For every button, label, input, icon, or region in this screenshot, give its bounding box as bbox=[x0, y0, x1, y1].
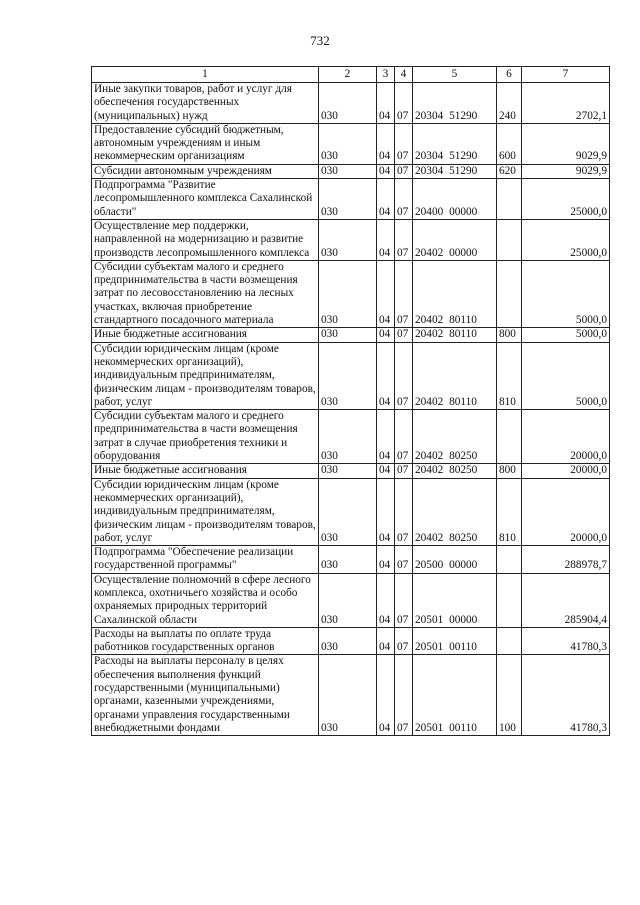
table-cell-section: 04 bbox=[377, 410, 395, 464]
table-cell-target: 20402 80110 bbox=[413, 342, 497, 409]
table-cell-name: Предоставление субсидий бюджетным, автономным учреждениям и иным некоммерческим организациям bbox=[92, 123, 319, 164]
table-header-cell: 3 bbox=[377, 67, 395, 83]
table-cell-admin: 030 bbox=[319, 627, 377, 655]
table-cell-target: 20402 80250 bbox=[413, 478, 497, 545]
table-cell-target: 20501 00110 bbox=[413, 627, 497, 655]
table-cell-admin: 030 bbox=[319, 164, 377, 178]
table-header-cell: 6 bbox=[497, 67, 522, 83]
table-cell-expense-type bbox=[497, 573, 522, 627]
table-cell-subsection: 07 bbox=[395, 342, 413, 409]
table-cell-target: 20304 51290 bbox=[413, 123, 497, 164]
table-cell-subsection: 07 bbox=[395, 410, 413, 464]
table-cell-target: 20402 80250 bbox=[413, 410, 497, 464]
table-row bbox=[92, 164, 610, 178]
table-cell-name: Субсидии субъектам малого и среднего предпринимательства в части возмещения затрат по лесовосстановлению на лесных участках, включая приобретение стандартного посадочного материала bbox=[92, 260, 319, 327]
table-cell-target: 20304 51290 bbox=[413, 164, 497, 178]
table-cell-target: 20501 00110 bbox=[413, 655, 497, 736]
table-cell-admin: 030 bbox=[319, 179, 377, 220]
table-cell-name: Иные закупки товаров, работ и услуг для обеспечения государственных (муниципальных) нужд bbox=[92, 83, 319, 124]
table-row bbox=[92, 627, 610, 655]
table-header-cell: 7 bbox=[522, 67, 610, 83]
table-cell-expense-type bbox=[497, 179, 522, 220]
table-cell-amount: 41780,3 bbox=[522, 627, 610, 655]
table-cell-subsection: 07 bbox=[395, 464, 413, 478]
table-cell-admin: 030 bbox=[319, 410, 377, 464]
table-row bbox=[92, 328, 610, 342]
table-cell-amount: 20000,0 bbox=[522, 410, 610, 464]
table-cell-name: Подпрограмма "Обеспечение реализации государственной программы" bbox=[92, 546, 319, 574]
table-cell-amount: 25000,0 bbox=[522, 179, 610, 220]
table-cell-section: 04 bbox=[377, 83, 395, 124]
table-header-cell: 2 bbox=[319, 67, 377, 83]
table-cell-expense-type: 600 bbox=[497, 123, 522, 164]
table-row bbox=[92, 655, 610, 736]
table-cell-expense-type: 240 bbox=[497, 83, 522, 124]
table-cell-amount: 9029,9 bbox=[522, 164, 610, 178]
table-cell-subsection: 07 bbox=[395, 83, 413, 124]
table-cell-target: 20400 00000 bbox=[413, 179, 497, 220]
table-cell-expense-type bbox=[497, 546, 522, 574]
table-cell-amount: 9029,9 bbox=[522, 123, 610, 164]
table-cell-expense-type: 810 bbox=[497, 342, 522, 409]
table-cell-subsection: 07 bbox=[395, 179, 413, 220]
table-cell-subsection: 07 bbox=[395, 573, 413, 627]
table-cell-admin: 030 bbox=[319, 219, 377, 260]
table-cell-section: 04 bbox=[377, 464, 395, 478]
table-row bbox=[92, 179, 610, 220]
table-row bbox=[92, 342, 610, 409]
table-cell-target: 20402 80250 bbox=[413, 464, 497, 478]
table-row bbox=[92, 464, 610, 478]
table-row bbox=[92, 546, 610, 574]
table-cell-name: Субсидии юридическим лицам (кроме некоммерческих организаций), индивидуальным предпринимателям, физическим лицам - производителям товаров, работ, услуг bbox=[92, 342, 319, 409]
table-cell-admin: 030 bbox=[319, 573, 377, 627]
table-cell-subsection: 07 bbox=[395, 164, 413, 178]
table-row bbox=[92, 260, 610, 327]
table-row bbox=[92, 219, 610, 260]
table-cell-section: 04 bbox=[377, 179, 395, 220]
budget-table bbox=[91, 66, 610, 736]
table-row bbox=[92, 478, 610, 545]
table-cell-name: Расходы на выплаты персоналу в целях обеспечения выполнения функций государственными (муниципальными) органами, казенными учреждениями, органами управления государственными внебюджетными фондами bbox=[92, 655, 319, 736]
table-cell-section: 04 bbox=[377, 164, 395, 178]
table-cell-subsection: 07 bbox=[395, 328, 413, 342]
table-cell-admin: 030 bbox=[319, 260, 377, 327]
table-cell-amount: 41780,3 bbox=[522, 655, 610, 736]
table-cell-name: Иные бюджетные ассигнования bbox=[92, 328, 319, 342]
table-cell-admin: 030 bbox=[319, 123, 377, 164]
table-cell-target: 20500 00000 bbox=[413, 546, 497, 574]
table-cell-section: 04 bbox=[377, 478, 395, 545]
table-cell-target: 20402 80110 bbox=[413, 260, 497, 327]
table-header-cell: 5 bbox=[413, 67, 497, 83]
table-cell-amount: 2702,1 bbox=[522, 83, 610, 124]
table-cell-amount: 20000,0 bbox=[522, 478, 610, 545]
table-cell-admin: 030 bbox=[319, 655, 377, 736]
table-cell-section: 04 bbox=[377, 123, 395, 164]
table-cell-subsection: 07 bbox=[395, 260, 413, 327]
table-cell-expense-type: 100 bbox=[497, 655, 522, 736]
table-cell-expense-type bbox=[497, 219, 522, 260]
table-cell-section: 04 bbox=[377, 627, 395, 655]
table-cell-amount: 25000,0 bbox=[522, 219, 610, 260]
table-cell-amount: 5000,0 bbox=[522, 328, 610, 342]
table-cell-subsection: 07 bbox=[395, 546, 413, 574]
table-cell-admin: 030 bbox=[319, 328, 377, 342]
table-cell-section: 04 bbox=[377, 260, 395, 327]
table-cell-amount: 5000,0 bbox=[522, 342, 610, 409]
table-header-cell: 4 bbox=[395, 67, 413, 83]
table-cell-admin: 030 bbox=[319, 546, 377, 574]
table-cell-amount: 288978,7 bbox=[522, 546, 610, 574]
table-cell-name: Субсидии юридическим лицам (кроме некоммерческих организаций), индивидуальным предпринимателям, физическим лицам - производителям товаров, работ, услуг bbox=[92, 478, 319, 545]
table-cell-expense-type: 810 bbox=[497, 478, 522, 545]
table-row bbox=[92, 83, 610, 124]
table-cell-target: 20402 00000 bbox=[413, 219, 497, 260]
table-cell-section: 04 bbox=[377, 342, 395, 409]
table-cell-admin: 030 bbox=[319, 464, 377, 478]
table-row bbox=[92, 123, 610, 164]
table-row bbox=[92, 410, 610, 464]
table-cell-subsection: 07 bbox=[395, 478, 413, 545]
table-cell-name: Расходы на выплаты по оплате труда работников государственных органов bbox=[92, 627, 319, 655]
table-cell-amount: 285904,4 bbox=[522, 573, 610, 627]
table-cell-name: Иные бюджетные ассигнования bbox=[92, 464, 319, 478]
table-cell-name: Субсидии автономным учреждениям bbox=[92, 164, 319, 178]
table-cell-expense-type: 800 bbox=[497, 328, 522, 342]
table-cell-section: 04 bbox=[377, 219, 395, 260]
table-header-row bbox=[92, 67, 610, 83]
table-cell-expense-type bbox=[497, 410, 522, 464]
table-cell-admin: 030 bbox=[319, 342, 377, 409]
table-cell-subsection: 07 bbox=[395, 123, 413, 164]
table-cell-section: 04 bbox=[377, 655, 395, 736]
table-cell-subsection: 07 bbox=[395, 219, 413, 260]
table-cell-section: 04 bbox=[377, 546, 395, 574]
table-cell-name: Субсидии субъектам малого и среднего предпринимательства в части возмещения затрат в случае приобретения техники и оборудования bbox=[92, 410, 319, 464]
table-cell-section: 04 bbox=[377, 573, 395, 627]
table-cell-target: 20304 51290 bbox=[413, 83, 497, 124]
table-cell-amount: 5000,0 bbox=[522, 260, 610, 327]
table-cell-expense-type bbox=[497, 260, 522, 327]
table-cell-name: Подпрограмма "Развитие лесопромышленного комплекса Сахалинской области" bbox=[92, 179, 319, 220]
table-cell-admin: 030 bbox=[319, 478, 377, 545]
table-cell-name: Осуществление полномочий в сфере лесного комплекса, охотничьего хозяйства и особо охраняемых природных территорий Сахалинской области bbox=[92, 573, 319, 627]
table-cell-target: 20501 00000 bbox=[413, 573, 497, 627]
page-number: 732 bbox=[310, 33, 330, 48]
table-cell-admin: 030 bbox=[319, 83, 377, 124]
table-cell-name: Осуществление мер поддержки, направленной на модернизацию и развитие производств лесопромышленного комплекса bbox=[92, 219, 319, 260]
table-cell-expense-type bbox=[497, 627, 522, 655]
table-cell-subsection: 07 bbox=[395, 627, 413, 655]
table-cell-expense-type: 620 bbox=[497, 164, 522, 178]
table-cell-target: 20402 80110 bbox=[413, 328, 497, 342]
table-row bbox=[92, 573, 610, 627]
table-header-cell: 1 bbox=[92, 67, 319, 83]
table-cell-amount: 20000,0 bbox=[522, 464, 610, 478]
table-cell-section: 04 bbox=[377, 328, 395, 342]
table-cell-expense-type: 800 bbox=[497, 464, 522, 478]
table-cell-subsection: 07 bbox=[395, 655, 413, 736]
